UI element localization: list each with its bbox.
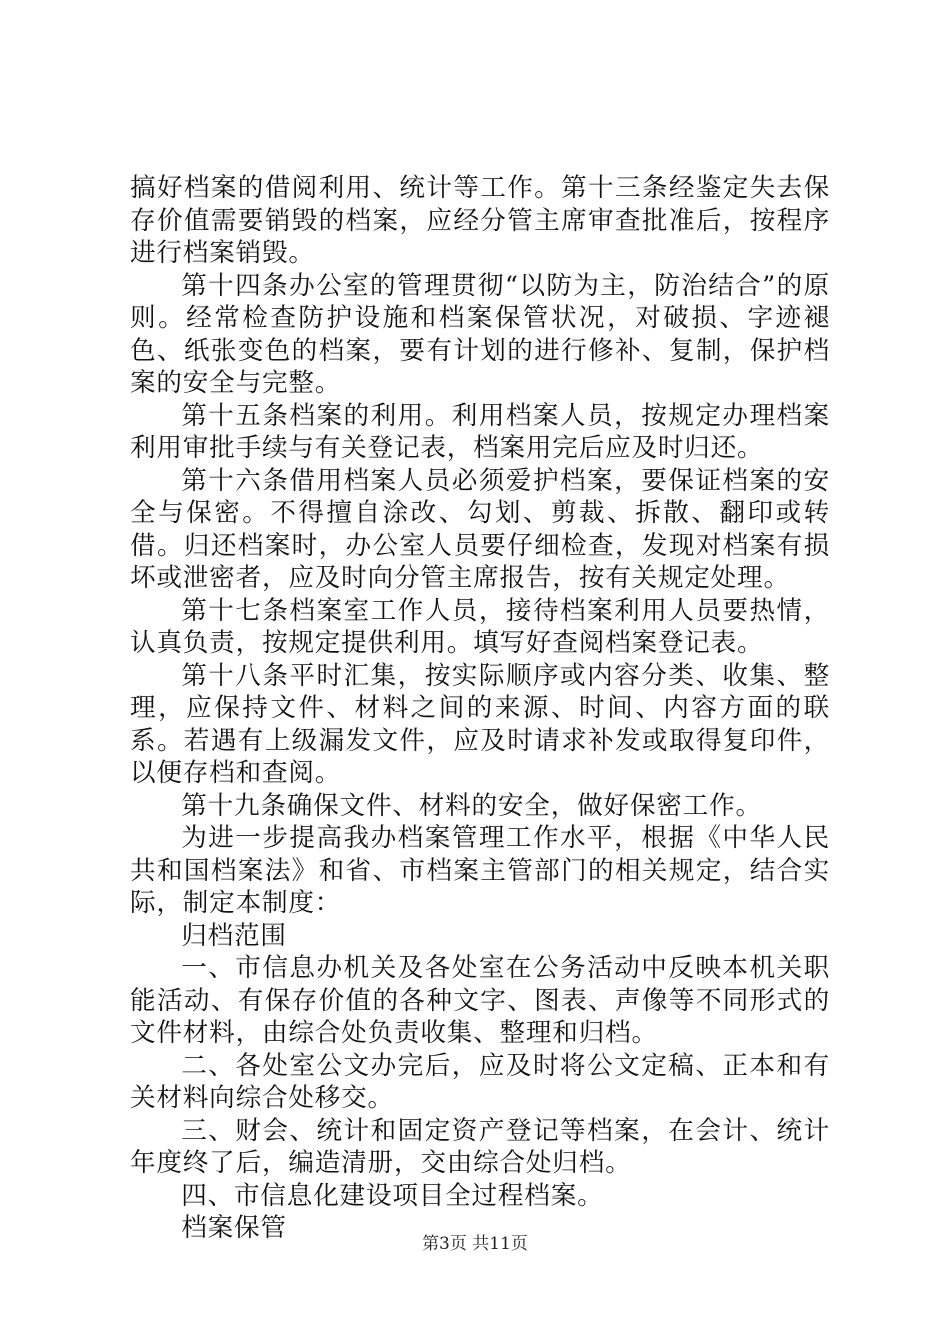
paragraph: 四、市信息化建设项目全过程档案。 <box>181 1180 604 1211</box>
paragraph: 为进一步提高我办档案管理工作水平，根据《中华人民共和国档案法》和省、市档案主管部门的相关规定，结合实际，制定本制度： <box>130 823 830 918</box>
paragraph: 搞好档案的借阅利用、统计等工作。第十三条经鉴定失去保存价值需要销毁的档案，应经分管主席审查批准后，按程序进行档案销毁。 <box>130 173 830 268</box>
paragraph: 第十五条档案的利用。利用档案人员，按规定办理档案利用审批手续与有关登记表，档案用完后应及时归还。 <box>130 400 830 463</box>
section-heading: 档案保管 <box>181 1213 287 1243</box>
paragraph: 三、财会、统计和固定资产登记等档案，在会计、统计年度终了后，编造清册，交由综合处归档。 <box>130 1115 830 1178</box>
paragraph: 二、各处室公文办完后，应及时将公文定稿、正本和有关材料向综合处移交。 <box>130 1050 830 1113</box>
paragraph: 第十七条档案室工作人员，接待档案利用人员要热情，认真负责，按规定提供利用。填写好查阅档案登记表。 <box>130 595 830 658</box>
paragraph: 第十九条确保文件、材料的安全，做好保密工作。 <box>181 790 762 821</box>
page-number-footer: 第3页 共11页 <box>422 1234 528 1254</box>
paragraph: 一、市信息办机关及各处室在公务活动中反映本机关职能活动、有保存价值的各种文字、图表、声像等不同形式的文件材料，由综合处负责收集、整理和归档。 <box>130 953 830 1048</box>
paragraph: 第十四条办公室的管理贯彻“以防为主，防治结合”的原则。经常检查防护设施和档案保管状况，对破损、字迹褪色、纸张变色的档案，要有计划的进行修补、复制，保护档案的安全与完整。 <box>130 270 830 398</box>
section-heading: 归档范围 <box>181 920 287 951</box>
document-body <box>130 172 830 1245</box>
paragraph: 第十八条平时汇集，按实际顺序或内容分类、收集、整理，应保持文件、材料之间的来源、时间、内容方面的联系。若遇有上级漏发文件，应及时请求补发或取得复印件，以便存档和查阅。 <box>130 660 830 788</box>
paragraph: 第十六条借用档案人员必须爱护档案，要保证档案的安全与保密。不得擅自涂改、勾划、剪裁、拆散、翻印或转借。归还档案时，办公室人员要仔细检查，发现对档案有损坏或泄密者，应及时向分管主席报告，按有关规定处理。 <box>130 465 830 593</box>
